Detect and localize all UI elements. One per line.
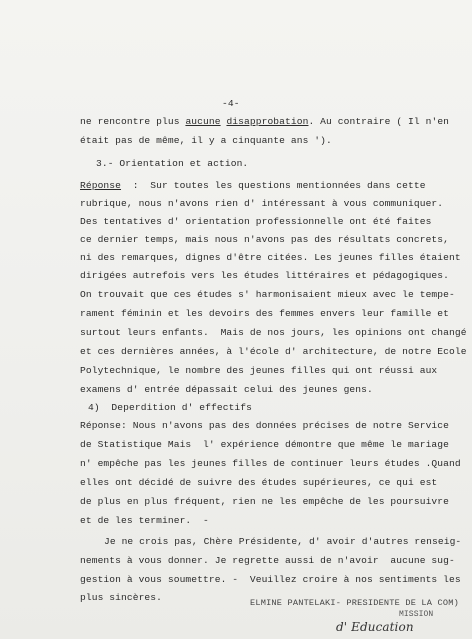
body-line: rubrique, nous n'avons rien d' intéressant à vous communiquer. bbox=[80, 198, 444, 209]
body-line: elles ont décidé de suivre des études supérieures, ce qui est bbox=[80, 477, 438, 488]
underlined-label: Réponse bbox=[80, 180, 122, 191]
closing-line: plus sincères. bbox=[80, 592, 163, 603]
text-run: ne rencontre plus bbox=[80, 116, 186, 127]
body-line: ni des remarques, dignes d'être citées. Les jeunes filles étaient bbox=[80, 252, 461, 263]
signature-mission-label: MISSION bbox=[399, 610, 434, 619]
body-line-2: était pas de même, il y a cinquante ans '). bbox=[80, 135, 332, 146]
body-line: et ces dernières années, à l'école d' architecture, de notre Ecole bbox=[80, 346, 467, 357]
closing-line: nements à vous donner. Je regrette aussi de n'avoir aucune sug- bbox=[80, 555, 455, 566]
body-line: et de les terminer. - bbox=[80, 515, 209, 526]
body-line: surtout leurs enfants. Mais de nos jours, les opinions ont changé bbox=[80, 327, 467, 338]
closing-line: Je ne crois pas, Chère Présidente, d' avoir d'autres renseig- bbox=[104, 536, 462, 547]
body-line: ce dernier temps, mais nous n'avons pas des résultats concrets, bbox=[80, 234, 450, 245]
handwritten-annotation: d' Education bbox=[336, 620, 414, 634]
section-heading-4: 4) Deperdition d' effectifs bbox=[88, 402, 253, 413]
body-line: On trouvait que ces études s' harmonisaient mieux avec le tempe- bbox=[80, 289, 455, 300]
underlined-word: disapprobation bbox=[226, 116, 309, 127]
body-line-1 bbox=[80, 116, 449, 128]
underlined-word: aucune bbox=[185, 116, 221, 127]
text-run: : Sur toutes les questions mentionnées dans cette bbox=[121, 180, 426, 191]
body-line: n' empêche pas les jeunes filles de continuer leurs études .Quand bbox=[80, 458, 461, 469]
section-heading-3: 3.- Orientation et action. bbox=[96, 158, 249, 169]
body-line: Des tentatives d' orientation professionnelle ont été faites bbox=[80, 216, 432, 227]
body-line: rament féminin et les devoirs des femmes envers leur famille et bbox=[80, 308, 450, 319]
body-line: de plus en plus fréquent, rien ne les empêche de les poursuivre bbox=[80, 496, 450, 507]
body-line: de Statistique Mais l' expérience démontre que même le mariage bbox=[80, 439, 450, 450]
body-line: examens d' entrée dépassait celui des jeunes gens. bbox=[80, 384, 373, 395]
text-run: . Au contraire ( Il n'en bbox=[308, 116, 450, 127]
typed-signature: ELMINE PANTELAKI- PRESIDENTE DE LA COM) bbox=[250, 598, 459, 608]
body-line: dirigées autrefois vers les études littéraires et pédagogiques. bbox=[80, 270, 450, 281]
page-number: -4- bbox=[222, 98, 240, 109]
body-line: Polytechnique, le nombre des jeunes filles qui ont réussi aux bbox=[80, 365, 438, 376]
body-line-response bbox=[80, 180, 426, 192]
closing-line: gestion à vous soumettre. - Veuillez croire à nos sentiments les bbox=[80, 574, 461, 585]
body-line: Réponse: Nous n'avons pas des données précises de notre Service bbox=[80, 420, 450, 431]
